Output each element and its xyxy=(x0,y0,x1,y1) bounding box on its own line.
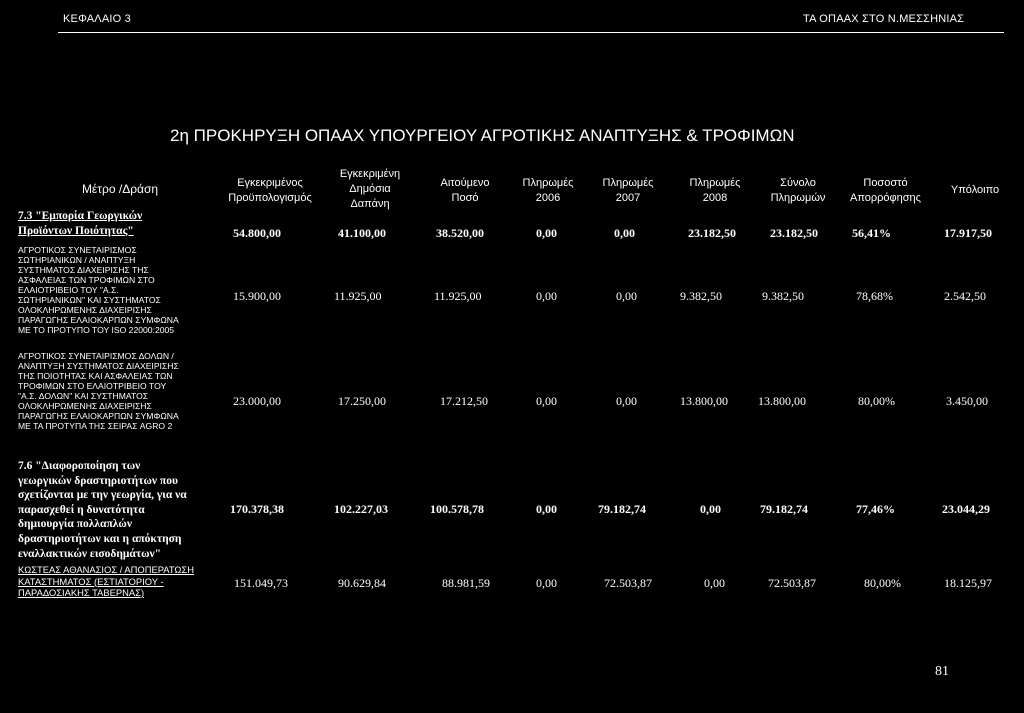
cell-requested: 11.925,00 xyxy=(434,289,482,303)
column-header-line: Ποσοστό xyxy=(863,177,908,189)
column-header-approved-budget xyxy=(220,176,320,206)
row-desc-line: 7.6 "Διαφοροποίηση των xyxy=(18,460,141,472)
cell-remain: 23.044,29 xyxy=(942,502,990,516)
row-desc-line: ΚΩΣΤΕΑΣ ΑΘΑΝΑΣΙΟΣ / ΑΠΟΠΕΡΑΤΩΣΗ xyxy=(18,564,194,575)
column-header-pay2007 xyxy=(588,176,668,206)
column-header-line: Ποσό xyxy=(451,192,479,204)
cell-remain: 17.917,50 xyxy=(944,226,992,240)
row-desc-line: ΑΓΡΟΤΙΚΟΣ ΣΥΝΕΤΑΙΡΙΣΜΟΣ xyxy=(18,245,137,255)
cell-pay2007: 0,00 xyxy=(616,394,637,408)
cell-total: 13.800,00 xyxy=(758,394,806,408)
column-header-measure: Μέτρο /Δράση xyxy=(81,182,159,196)
page-header-left: ΚΕΦΑΛΑΙΟ 3 xyxy=(63,13,131,25)
cell-pay2006: 0,00 xyxy=(536,502,557,516)
row-desc-line: ΠΑΡΑΔΟΣΙΑΚΗΣ ΤΑΒΕΡΝΑΣ) xyxy=(18,587,145,598)
cell-pay2008: 13.800,00 xyxy=(680,394,728,408)
column-header-pay2006 xyxy=(508,176,588,206)
column-header-line: Προϋπολογισμός xyxy=(228,192,312,204)
column-header-line: 2007 xyxy=(615,192,641,204)
cell-pay2008: 0,00 xyxy=(700,502,721,516)
cell-pct: 56,41% xyxy=(852,226,891,240)
column-header-line: Πληρωμών xyxy=(770,192,826,204)
row-desc xyxy=(18,351,228,431)
column-header-line: Πληρωμές xyxy=(522,177,574,189)
cell-pay2006: 0,00 xyxy=(536,226,557,240)
cell-remain: 3.450,00 xyxy=(946,394,988,408)
cell-pay2007: 79.182,74 xyxy=(598,502,646,516)
row-desc-line: ΕΛΑΙΟΤΡΙΒΕΙΟ ΤΟΥ "Α.Σ. xyxy=(18,285,119,295)
row-desc-line: ΣΥΣΤΗΜΑΤΟΣ ΔΙΑΧΕΙΡΙΣΗΣ ΤΗΣ xyxy=(18,265,149,275)
cell-pct: 78,68% xyxy=(856,289,893,303)
cell-pct: 77,46% xyxy=(856,502,895,516)
cell-pay2008: 9.382,50 xyxy=(680,289,722,303)
cell-pay2006: 0,00 xyxy=(536,289,557,303)
page-number: 81 xyxy=(935,664,949,679)
column-header-approved-public xyxy=(325,167,415,212)
row-desc-line: δραστηριοτήτων και η απόκτηση xyxy=(18,532,182,545)
column-header-line: Σύνολο xyxy=(780,177,816,189)
row-desc-line: εναλλακτικών εισοδημάτων" xyxy=(18,547,162,560)
column-header-line: Δαπάνη xyxy=(350,198,390,210)
cell-approved-public: 11.925,00 xyxy=(334,289,382,303)
cell-requested: 17.212,50 xyxy=(440,394,488,408)
row-desc-line: ΑΓΡΟΤΙΚΟΣ ΣΥΝΕΤΑΙΡΙΣΜΟΣ ΔΟΛΩΝ / xyxy=(18,351,174,361)
cell-requested: 88.981,59 xyxy=(442,576,490,590)
row-desc-line: γεωργικών δραστηριοτήτων που xyxy=(18,474,178,487)
cell-remain: 18.125,97 xyxy=(944,576,992,590)
cell-remain: 2.542,50 xyxy=(944,289,986,303)
row-desc-line: ΣΩΤΗΡΙΑΝΙΚΩΝ / ΑΝΑΠΤΥΞΗ xyxy=(18,255,136,265)
cell-total: 79.182,74 xyxy=(760,502,808,516)
cell-approved-budget: 170.378,38 xyxy=(230,502,284,516)
cell-pay2007: 0,00 xyxy=(616,289,637,303)
page-header-right: ΤΑ ΟΠΑΑΧ ΣΤΟ Ν.ΜΕΣΣΗΝΙΑΣ xyxy=(803,13,965,25)
row-desc xyxy=(18,459,243,561)
row-desc-line: 7.3 "Εμπορία Γεωργικών xyxy=(18,210,143,222)
cell-approved-public: 102.227,03 xyxy=(334,502,388,516)
cell-pct: 80,00% xyxy=(858,394,895,408)
column-header-line: Δημόσια xyxy=(349,183,391,195)
cell-requested: 100.578,78 xyxy=(430,502,484,516)
row-desc-line: παρασχεθεί η δυνατότητα xyxy=(18,503,145,516)
cell-total: 72.503,87 xyxy=(768,576,816,590)
column-header-remain: Υπόλοιπο xyxy=(950,184,1000,196)
row-desc-line: ΤΗΣ ΠΟΙΟΤΗΤΑΣ ΚΑΙ ΑΣΦΑΛΕΙΑΣ ΤΩΝ xyxy=(18,371,173,381)
cell-pay2008: 23.182,50 xyxy=(688,226,736,240)
column-header-line: Εγκεκριμένος xyxy=(237,177,303,189)
row-desc-line: ΑΝΑΠΤΥΞΗ ΣΥΣΤΗΜΑΤΟΣ ΔΙΑΧΕΙΡΙΣΗΣ xyxy=(18,361,179,371)
row-desc-line: ΚΑΤΑΣΤΗΜΑΤΟΣ (ΕΣΤΙΑΤΟΡΙΟΥ - xyxy=(18,575,164,587)
row-desc-line: ΟΛΟΚΛΗΡΩΜΕΝΗΣ ΔΙΑΧΕΙΡΙΣΗΣ xyxy=(18,401,152,411)
row-desc-line: Προϊόντων Ποιότητας" xyxy=(18,224,134,237)
column-header-line: Αιτούμενο xyxy=(440,177,490,189)
cell-pct: 80,00% xyxy=(864,576,901,590)
column-header-line: 2006 xyxy=(535,192,561,204)
row-desc xyxy=(18,209,243,238)
cell-total: 23.182,50 xyxy=(770,226,818,240)
cell-approved-budget: 151.049,73 xyxy=(234,576,288,590)
row-desc-line: ΠΑΡΑΓΩΓΗΣ ΕΛΑΙΟΚΑΡΠΩΝ ΣΥΜΦΩΝΑ xyxy=(18,315,179,325)
table-title: 2η ΠΡΟΚΗΡΥΞΗ ΟΠΑΑΧ ΥΠΟΥΡΓΕΙΟΥ ΑΓΡΟΤΙΚΗΣ ΑΝΑΠΤΥΞΗΣ & ΤΡΟΦΙΜΩΝ xyxy=(170,126,795,145)
column-header-pay2008 xyxy=(675,176,755,206)
column-header-line: Εγκεκριμένη xyxy=(339,168,401,180)
cell-approved-budget: 15.900,00 xyxy=(233,289,281,303)
cell-pay2006: 0,00 xyxy=(536,576,557,590)
row-desc-line: ΟΛΟΚΛΗΡΩΜΕΝΗΣ ΔΙΑΧΕΙΡΙΣΗΣ xyxy=(18,305,152,315)
column-header-total xyxy=(758,176,838,206)
column-header-line: 2008 xyxy=(702,192,728,204)
cell-total: 9.382,50 xyxy=(762,289,804,303)
row-desc-line: δημιουργία πολλαπλών xyxy=(18,518,132,531)
column-header-line: Πληρωμές xyxy=(602,177,654,189)
cell-approved-public: 17.250,00 xyxy=(338,394,386,408)
cell-requested: 38.520,00 xyxy=(436,226,484,240)
column-header-pct xyxy=(838,176,933,206)
cell-approved-budget: 54.800,00 xyxy=(233,226,281,240)
cell-pay2007: 72.503,87 xyxy=(604,576,652,590)
row-desc xyxy=(18,245,228,335)
row-desc-line: ΜΕ ΤΑ ΠΡΟΤΥΠΑ ΤΗΣ ΣΕΙΡΑΣ AGRO 2 xyxy=(18,421,173,431)
column-header-line: Πληρωμές xyxy=(689,177,741,189)
header-rule xyxy=(58,32,1004,33)
row-desc-line: σχετίζονται με την γεωργία, για να xyxy=(18,489,187,502)
row-desc xyxy=(18,564,228,599)
column-header-requested xyxy=(425,176,505,206)
cell-pay2008: 0,00 xyxy=(704,576,725,590)
cell-approved-public: 90.629,84 xyxy=(338,576,386,590)
row-desc-line: "Α.Σ. ΔΟΛΩΝ" ΚΑΙ ΣΥΣΤΗΜΑΤΟΣ xyxy=(18,391,149,401)
cell-approved-public: 41.100,00 xyxy=(338,226,386,240)
row-desc-line: ΤΡΟΦΙΜΩΝ ΣΤΟ ΕΛΑΙΟΤΡΙΒΕΙΟ ΤΟΥ xyxy=(18,381,167,391)
column-header-line: Απορρόφησης xyxy=(850,192,921,204)
row-desc-line: ΑΣΦΑΛΕΙΑΣ ΤΩΝ ΤΡΟΦΙΜΩΝ ΣΤΟ xyxy=(18,275,155,285)
cell-pay2006: 0,00 xyxy=(536,394,557,408)
row-desc-line: ΠΑΡΑΓΩΓΗΣ ΕΛΑΙΟΚΑΡΠΩΝ ΣΥΜΦΩΝΑ xyxy=(18,411,179,421)
cell-pay2007: 0,00 xyxy=(614,226,635,240)
cell-approved-budget: 23.000,00 xyxy=(233,394,281,408)
row-desc-line: ΣΩΤΗΡΙΑΝΙΚΩΝ" ΚΑΙ ΣΥΣΤΗΜΑΤΟΣ xyxy=(18,295,161,305)
row-desc-line: ΜΕ ΤΟ ΠΡΟΤΥΠΟ ΤΟΥ ISO 22000:2005 xyxy=(18,325,175,335)
